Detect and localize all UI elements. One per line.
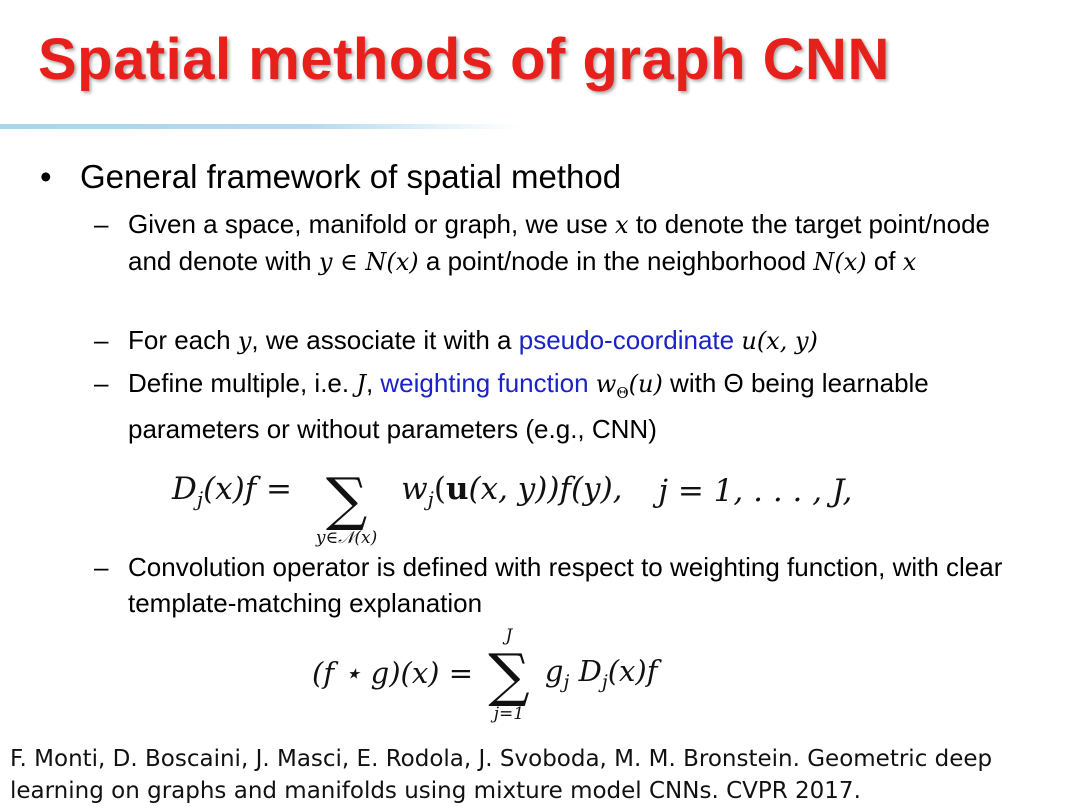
sub-bullet-1 [94,206,1034,280]
title-underline [0,124,520,129]
eq2-lhs: (f ⋆ g)(x) = [312,656,474,690]
eq2-summation [488,626,529,724]
math-y-in-nx: y ∈ N(x) [318,248,419,276]
math-uxy: u(x, y) [741,327,818,355]
math-w-subscript: Θ [616,384,629,403]
math-nx: N(x) [813,248,867,276]
math-x: x [902,248,917,276]
text-run: , [365,368,381,398]
text-run: of [866,246,903,276]
dash-3: – [94,368,109,398]
eq2-g-sub: j [563,670,570,693]
math-x: x [615,211,629,239]
weighting-function-term: weighting function [380,368,589,398]
eq1-sum-lower: y∈𝒩(x) [315,528,378,548]
eq1-condition: j = 1, . . . , J, [658,473,853,509]
eq1-D-sub: j [196,487,204,512]
text-run: , we associate it with a [251,325,519,355]
sub-bullet-3-text [128,365,1034,447]
math-w: w [595,370,617,398]
sub-bullet-2 [94,322,1034,359]
bullet-dot: • [40,158,52,195]
math-J: J [356,370,366,398]
eq1-sum-sign: ∑ [325,465,368,533]
reference-citation: F. Monti, D. Boscaini, J. Masci, E. Rodola, J. Svoboda, M. M. Bronstein. Geometric deep learning on graphs and manifolds using mixture model CNNs. CVPR 2017. [10,746,993,804]
sub-bullet-4-text: Convolution operator is defined with respect to weighting function, with clear template-matching explanation [128,552,1003,618]
eq2-rest: (x)f [607,653,658,688]
dash-2: – [94,325,109,355]
equation-convolution [312,624,657,722]
text-run: For each [128,325,238,355]
equation-dj [172,452,853,548]
text-run [589,368,596,398]
eq1-summation [315,465,378,548]
sub-bullet-3 [94,365,1034,447]
dash-1: – [94,209,109,239]
eq2-g: g [544,653,564,688]
eq2-sum-upper: J [505,626,513,646]
eq1-term-rest: (x, y))f(y), [468,470,623,507]
sub-bullet-1-text [128,206,1034,280]
dash-4: – [94,552,109,582]
pseudo-coordinate-term: pseudo-coordinate [518,325,735,355]
text-run: a point/node in the neighborhood [418,246,814,276]
eq1-u: u [445,470,469,507]
eq1-D: D [172,470,197,507]
eq1-paren: ( [433,470,446,507]
eq2-D-sub: j [601,670,608,693]
main-bullet [40,158,621,196]
math-wu-arg: (u) [628,370,663,398]
sub-bullet-4 [94,549,1034,621]
text-run: with Θ being learnable parameters or without parameters (e.g., CNN) [128,368,929,445]
sub-bullet-2-text [128,322,1034,359]
eq2-sum-sign: ∑ [488,641,530,709]
eq1-w: w [401,470,428,507]
text-run: to denote the target point/node and denote with [128,209,990,276]
eq2-D: D [578,653,602,688]
eq1-w-sub: j [427,487,434,512]
math-y: y [237,327,252,355]
text-run: Given a space, manifold or graph, we use [128,209,616,239]
eq2-sum-lower: j=1 [493,704,525,724]
slide-title: Spatial methods of graph CNN [38,27,890,92]
main-bullet-text: General framework of spatial method [80,158,622,195]
text-run: Define multiple, i.e. [128,368,357,398]
eq1-lhs-rest: (x)f = [203,470,293,507]
